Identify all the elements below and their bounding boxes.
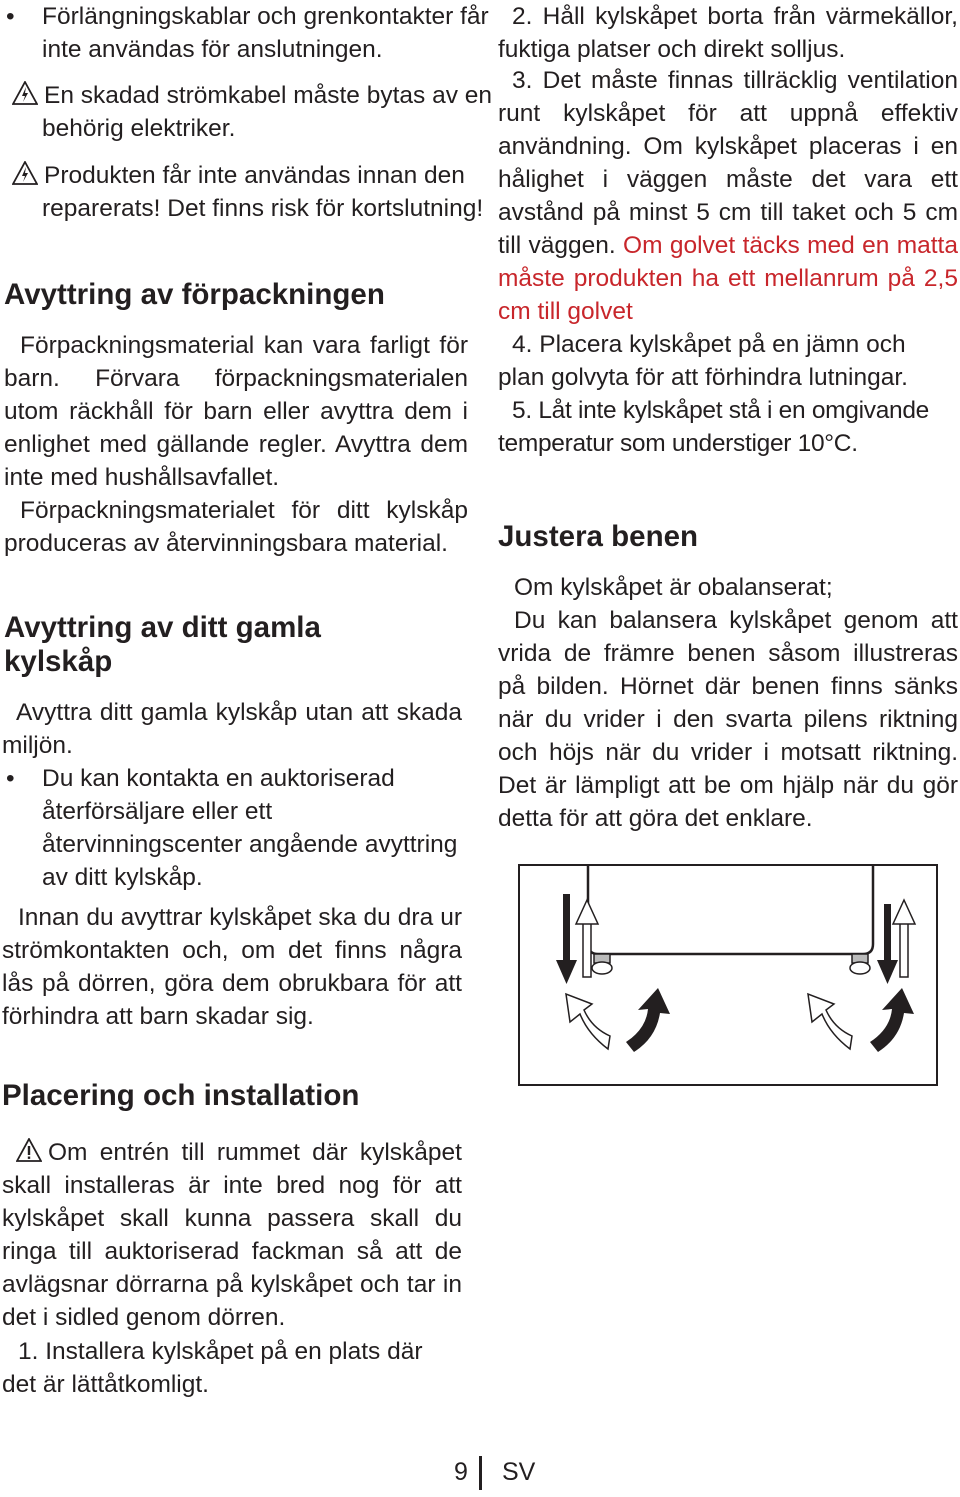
rotate-clockwise-icon [870,988,914,1052]
right-foot [850,954,870,974]
heading-packaging: Avyttring av förpackningen [4,278,385,311]
illustration-frame [519,865,937,1085]
bullet-text: Du kan kontakta en auktoriserad återförsäljare eller ett återvinningscenter angående avyttring av ditt kylskåp. [42,765,458,891]
paragraph-old-fridge: Avyttra ditt gamla kylskåp utan att skada miljön. [2,699,462,759]
step-1: 1. Installera kylskåpet på en plats där det är lättåtkomligt. [2,1338,423,1398]
warning-triangle-icon [16,1138,42,1162]
left-foot [592,954,612,974]
paragraph-packaging-recyclable: Förpackningsmaterialet för ditt kylskåp produceras av återvinningsbara material. [4,497,468,557]
heading-adjust-legs: Justera benen [498,520,699,553]
fridge-base-outline [588,865,873,954]
bullet-recycling-center [4,762,468,894]
step-4: 4. Placera kylskåpet på en jämn och plan golvyta för att förhindra lutningar. [498,331,908,391]
bullet-dot: • [6,3,15,30]
paragraph-balance: Du kan balansera kylskåpet genom att vrida de främre benen såsom illustreras på bilden. Hörnet där benen finns sänks när du vrider i den svarta pilens riktning och höjs när du vrider i motsatt riktning. Det är lämpligt att be om hjälp när du gör detta för att göra det enklare. [498,607,958,832]
paragraph-unbalanced: Om kylskåpet är obalanserat; [514,574,833,601]
bullet-dot: • [6,765,15,792]
step-3: 3. Det måste finnas tillräcklig ventilation runt kylskåpet för att uppnå effektiv användning. Om kylskåpet placeras i en hålighet i väggen måste det vara ett avstånd på minst 5 cm till taket och 5 cm till väggen. Om golvet täcks med en matta måste produkten ha ett mellanrum på 2,5 cm till golvet [498,67,958,325]
warning-triangle-icon [12,81,38,105]
lower-arrow-icon [556,894,577,984]
leg-adjustment-illustration [518,864,938,1086]
step-2: 2. Håll kylskåpet borta från värmekällor, fuktiga platser och direkt solljus. [498,3,958,63]
warning-triangle-icon [12,161,38,185]
page-footer [0,1455,960,1495]
heading-placement: Placering och installation [2,1079,360,1112]
language-code: SV [502,1458,536,1486]
paragraph-before-disposal: Innan du avyttrar kylskåpet ska du dra ur strömkontakten och, om det finns några lås på dörren, göra dem obrukbara för att förhindra att barn skadar sig. [2,904,462,1030]
rotate-clockwise-icon [626,988,670,1052]
step-5: 5. Låt inte kylskåpet stå i en omgivande temperatur som understiger 10°C. [498,397,930,457]
page-number: 9 [454,1458,468,1486]
raise-arrow-icon [893,900,915,977]
warning-door-width: Om entrén till rummet där kylskåpet skall installeras är inte bred nog för att kylskåpet skall kunna passera skall du ringa till auktoriserad fackman så att de avlägsnar dörrarna på kylskåpet och tar in det i sidled genom dörren. [2,1139,462,1331]
warning-damaged-cable: En skadad strömkabel måste bytas av en behörig elektriker. [12,79,498,145]
bullet-extension-cords [4,0,506,66]
paragraph-packaging: Förpackningsmaterial kan vara farligt för barn. Förvara förpackningsmaterialen utom räckhåll för barn eller avyttra dem i enlighet med gällande regler. Avyttra dem inte med hushållsavfallet. [4,332,468,491]
rotate-counterclockwise-icon [566,994,610,1049]
rotate-counterclockwise-icon [808,994,852,1049]
heading-old-fridge: Avyttring av ditt gamla kylskåp [4,611,321,678]
lower-arrow-icon [877,904,898,984]
bullet-text: Förlängningskablar och grenkontakter får inte användas för anslutningen. [42,3,489,63]
carpet-note: Om golvet täcks med en matta måste produkten ha ett mellanrum på 2,5 cm till golvet [498,232,958,325]
footer-divider [479,1456,482,1490]
warning-short-circuit: Produkten får inte användas innan den reparerats! Det finns risk för kortslutning! [12,159,498,225]
